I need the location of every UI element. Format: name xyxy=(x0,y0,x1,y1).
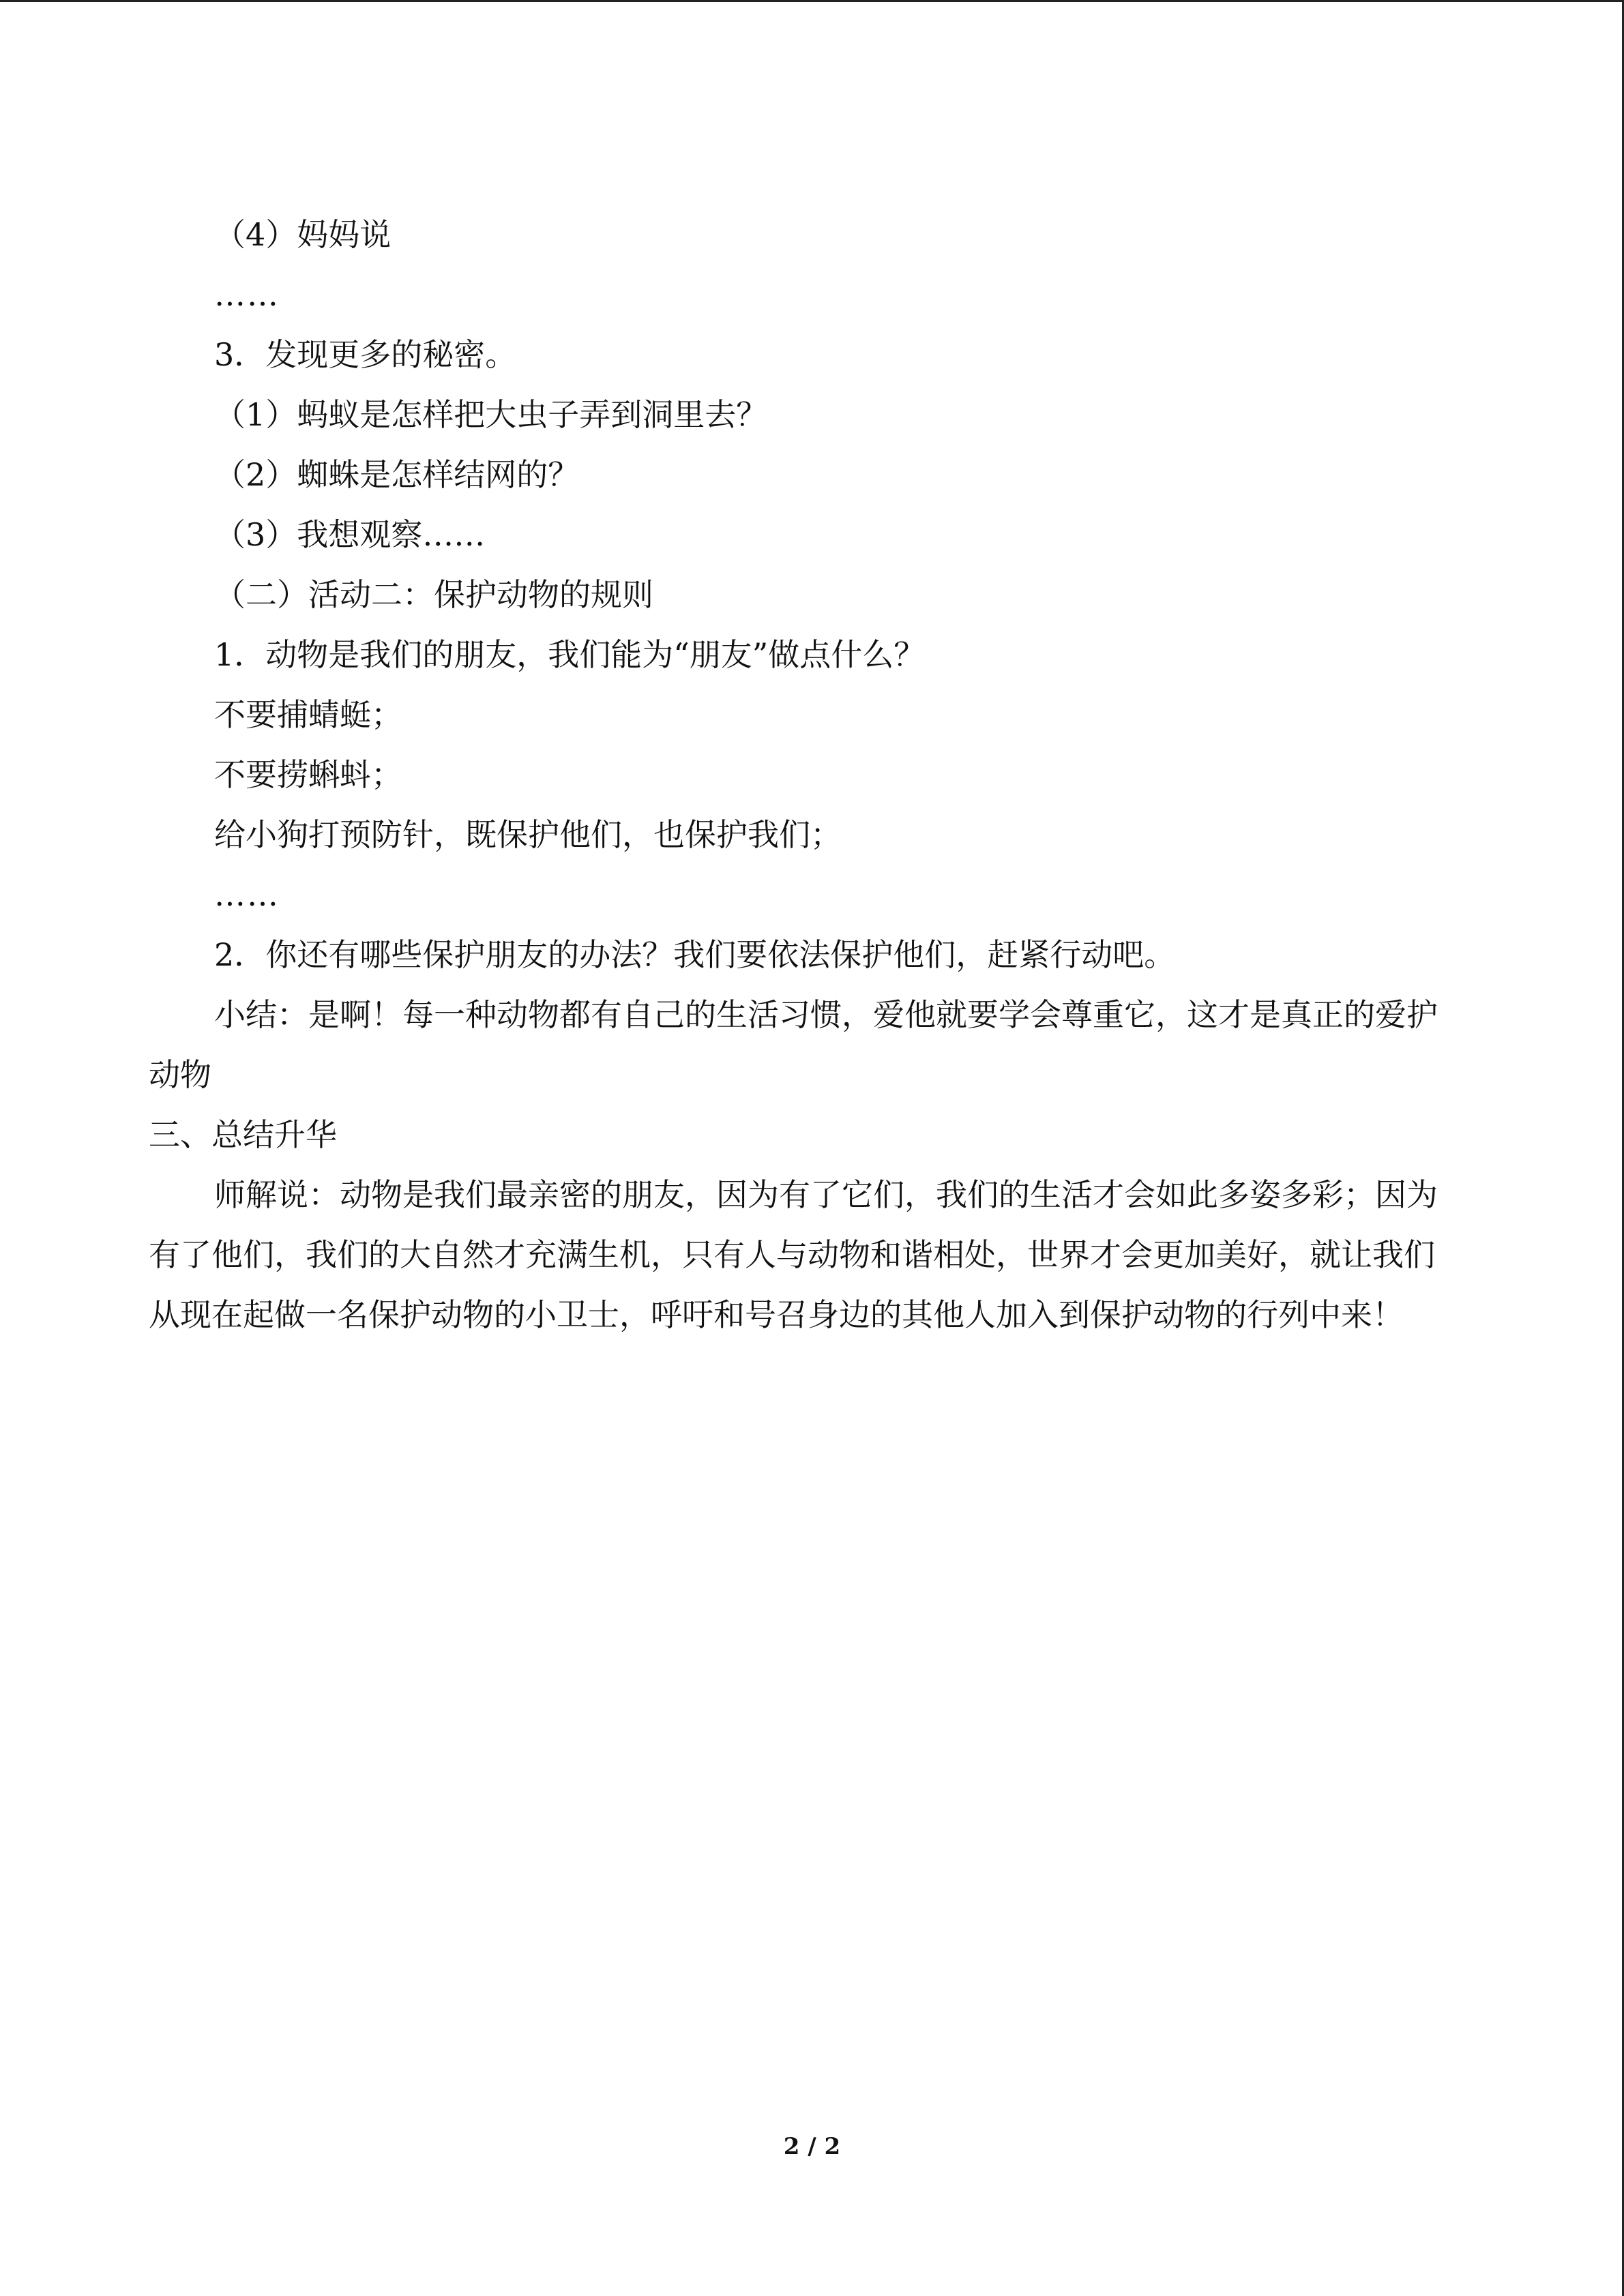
page-border-top xyxy=(0,0,1624,2)
closing-paragraph: 师解说：动物是我们最亲密的朋友，因为有了它们，我们的生活才会如此多姿多彩；因为有了他们，我们的大自然才充满生机，只有人与动物和谐相处，世界才会更加美好，就让我们从现在起做一名保护动物的小卫士，呼吁和号召身边的其他人加入到保护动物的行列中来！ xyxy=(149,1176,1438,1333)
ellipsis-line: …… xyxy=(214,876,280,913)
page-number: 2 / 2 xyxy=(783,2133,841,2160)
text-line-mother-says: （4）妈妈说 xyxy=(214,216,392,253)
text-line-spider-question: （2）蜘蛛是怎样结网的？ xyxy=(214,456,580,493)
ellipsis-line: …… xyxy=(214,276,280,313)
text-line-vaccinate-dog: 给小狗打预防针，既保护他们，也保护我们； xyxy=(214,816,842,853)
document-body xyxy=(149,205,1458,1345)
text-line-discover-secrets: 3．发现更多的秘密。 xyxy=(214,336,517,373)
summary-paragraph: 小结：是啊！每一种动物都有自己的生活习惯，爱他就要学会尊重它，这才是真正的爱护动物 xyxy=(149,996,1438,1093)
text-line-no-dragonflies: 不要捕蜻蜓； xyxy=(214,696,402,733)
text-line-other-methods: 2．你还有哪些保护朋友的办法？我们要依法保护他们，赶紧行动吧。 xyxy=(214,936,1176,973)
text-line-no-tadpoles: 不要捞蝌蚪； xyxy=(214,756,402,793)
section-heading-summary: 三、总结升华 xyxy=(149,1116,337,1153)
text-line-i-want-to-observe: （3）我想观察…… xyxy=(214,516,486,553)
activity-two-heading: （二）活动二：保护动物的规则 xyxy=(214,576,653,613)
text-line-what-can-we-do: 1．动物是我们的朋友，我们能为“朋友”做点什么？ xyxy=(214,636,926,673)
text-line-ants-question: （1）蚂蚁是怎样把大虫子弄到洞里去？ xyxy=(214,396,768,433)
